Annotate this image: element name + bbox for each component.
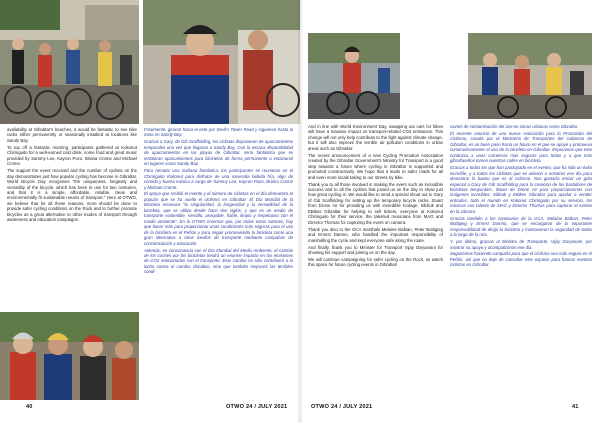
- paragraph: Y, por último, gracias al Ministro de Transporte, Vijay Daryanani, por mostrar su apoyo y acompañarnos ese día.: [450, 239, 592, 250]
- paragraph: El apoyo que recibió el evento y el número de ciclistas en el día demuestra lo popular que se ha vuelto el ciclismo en Gibraltar. El Día Mundial de la Bicicleta reconoce "la singularidad, la longevidad y la versatilidad de la bicicleta, que se utiliza desde hace dos siglos, y que es un medio de transporte sostenible, sencillo, asequible, fiable, limpio y respetuoso con el medio ambiente". En la OTWO creemos que, por todas estas razones, hay que hacer más para proporcionar unas condiciones más seguras para el uso de la bicicleta en el Peñón y para seguir promoviendo la bicicleta como una gran alternativa a otros medios de transporte mediante campañas de concienciación y educación.: [144, 191, 293, 246]
- paragraph: We will continue campaigning for safer cycling on the Rock, so watch this space for future cycling events in Gibraltar!: [308, 256, 443, 268]
- cyclists-street-photo: [468, 33, 592, 119]
- article-column-english: [7, 127, 137, 224]
- paragraph: Además, en consonancia con el Día Mundial del Medio Ambiente, el cambio de los coches por las bicicletas tendrá un enorme impacto en las emisiones de CO2 relacionadas con el transporte. Este cambio no sólo contribuirá a la lucha contra el cambio climático, sino que también mejorará las terribles condi-: [144, 247, 293, 275]
- paragraph: ciones de contaminación del aire en zonas urbanas como Gibraltar.: [450, 124, 579, 129]
- cyclist-portrait-photo: [143, 0, 300, 124]
- cyclists-helmets-photo: [0, 312, 139, 400]
- article-column-spanish: [144, 127, 293, 276]
- paragraph: Gracias a Gary, de Gib Scaffolding, los ciclistas dispusieron de aparcamientos temporales una vez que llegaron a Sandy Bay. Con la escasa disponibilidad de aparcamientos en las playas de Gibraltar, sería fantástico que se instalaran aparcamientos para bicicletas de forma permanente o estacional en lugares como Sandy Bay.: [144, 139, 293, 167]
- paragraph: Gracias también a los comisarios de la GCA, Melaine Balban, Peter Bottigieg y Ernest Damno, que se encargaron de la importante responsabilidad de dirigir la bicicleta y mantuvieron la seguridad de todos a lo largo de la ruta.: [450, 215, 592, 238]
- issue-label: OTWO 24 / JULY 2021: [311, 404, 373, 410]
- paragraph: The recent announcement of a new Cycling Promotion Association created by the Gibraltar Government's Ministry for Transport is a good step towards a future where cycling in Gibraltar is supported and promoted constructively. We hope that it leads to safer roads for all and even more locals taking to our streets by bike.: [308, 152, 443, 180]
- paragraph: To top off a fantastic morning, participants gathered at Kokonut Chiringuito for a well-earned cold drink, some food and great music provided by Sammy Lee, Kayron Pozo, Briana Crome and Michael Crome.: [7, 144, 137, 167]
- paragraph: El reciente anuncio de una nueva Asociación para la Promoción del Ciclismo, creada por el Ministerio de Transportes del Gobierno de Gibraltar, es un buen paso hacia un futuro en el que se apoye y promueva constructivamente el uso de la bicicleta en Gibraltar. Esperamos que esto conduzca a unas carreteras más seguras para todos y a que más gibraltareños tomen nuestras calles en bicicleta.: [450, 130, 592, 164]
- article-column-spanish: [450, 124, 592, 269]
- paragraph: Thank you to all those involved in making the event such an incredible success and to all the cyclists that joined us on the day to show just how great cycling is. We would like to send a special shout out to Gary of Gib Scaffolding for setting up the temporary bicycle racks, Stuart from Drone Air for providing us with incredible footage, Sibhuk and EBikes Gibraltar for helping to sell tickets, everyone at Kokonut Chiringuito for their service, the talented musicians from MAG and Director Thomas for capturing the event on camera.: [308, 181, 443, 225]
- paragraph: Thank you also to the GCA marshals Melaine Balban, Peter Bottigieg and Ernest Damno, who handled the important responsibility of marshalling the cycle and kept everyone safe along the route.: [308, 226, 443, 243]
- issue-label: OTWO 24 / JULY 2021: [226, 404, 288, 410]
- paragraph: The support the event received and the number of cyclists on the day demonstrates just how popular cycling has become in Gibraltar. World Bicycle Day recognises "the uniqueness, longevity and versatility of the bicycle, which has been in use for two centuries, and that it is a simple, affordable, reliable, clean and environmentally fit sustainable means of transport." Here at OTWO, we believe that for all these reasons, more should be done to provide safer cycling conditions on the Rock and to further promote bicycles as a great alternative to other modes of transport through awareness and education campaigns.: [7, 168, 137, 223]
- paragraph: And in line with World Environment Day, swapping out cars for bikes will have a massive impact on transport-related CO2 emissions. This change will not only help contribute to the fight against climate change, but it will also improve the terrible air pollution conditions in urban areas such as Gibraltar.: [308, 124, 443, 151]
- paragraph: Gracias a todos los que han participado en el evento, que ha sido un éxito increíble, y a todos los ciclistas que se unieron a nosotros ese día para demostrar lo bueno que es el ciclismo. Nos gustaría enviar un grito especial a Gary de Gib Scaffolding para la creación de los bastidores de bicicletas temporales, Stuart de Drone Air para proporcionarnos con imágenes increíbles, Sibhuk y EBikes Gibraltar para ayudar a vender entradas, todo el mundo en Kokonut Chiringuito por su servicio, los músicos con talento de MAG y Director Thomas para capturar el evento en la cámara.: [450, 165, 592, 214]
- page-number: 41: [572, 404, 579, 410]
- paragraph: And finally, thank you to Minister for Transport Vijay Daryanani for showing his support and joining us on the day.: [308, 244, 443, 255]
- cyclist-city-photo: [308, 33, 400, 119]
- paragraph: Seguiremos haciendo campaña para que el ciclismo sea más seguro en el Peñón, así que no deje de consultar este espacio para futuros eventos ciclistas en Gibraltar.: [450, 251, 592, 268]
- cyclists-group-photo: [0, 0, 139, 124]
- paragraph: Finalmente, giraron hacia el este por Devil's Tower Road y siguieron hasta la meta en Sandy Bay.: [144, 127, 293, 138]
- paragraph: availability at Gibraltar's beaches, it would be fantastic to see bike racks either permanently or seasonally installed at locations like Sandy Bay.: [7, 127, 137, 143]
- right-page: [300, 0, 600, 423]
- paragraph: Para rematar una mañana fantástica, los participantes se reunieron en el Chiringuito Kokonut para disfrutar de una merecida bebida fría, algo de comida y buena música a cargo de Sammy Lee, Kayron Pozo, Briana Crome y Michael Crome.: [144, 168, 293, 190]
- page-number: 40: [26, 404, 33, 410]
- page-gutter: [297, 0, 303, 423]
- article-column-english: [308, 124, 443, 269]
